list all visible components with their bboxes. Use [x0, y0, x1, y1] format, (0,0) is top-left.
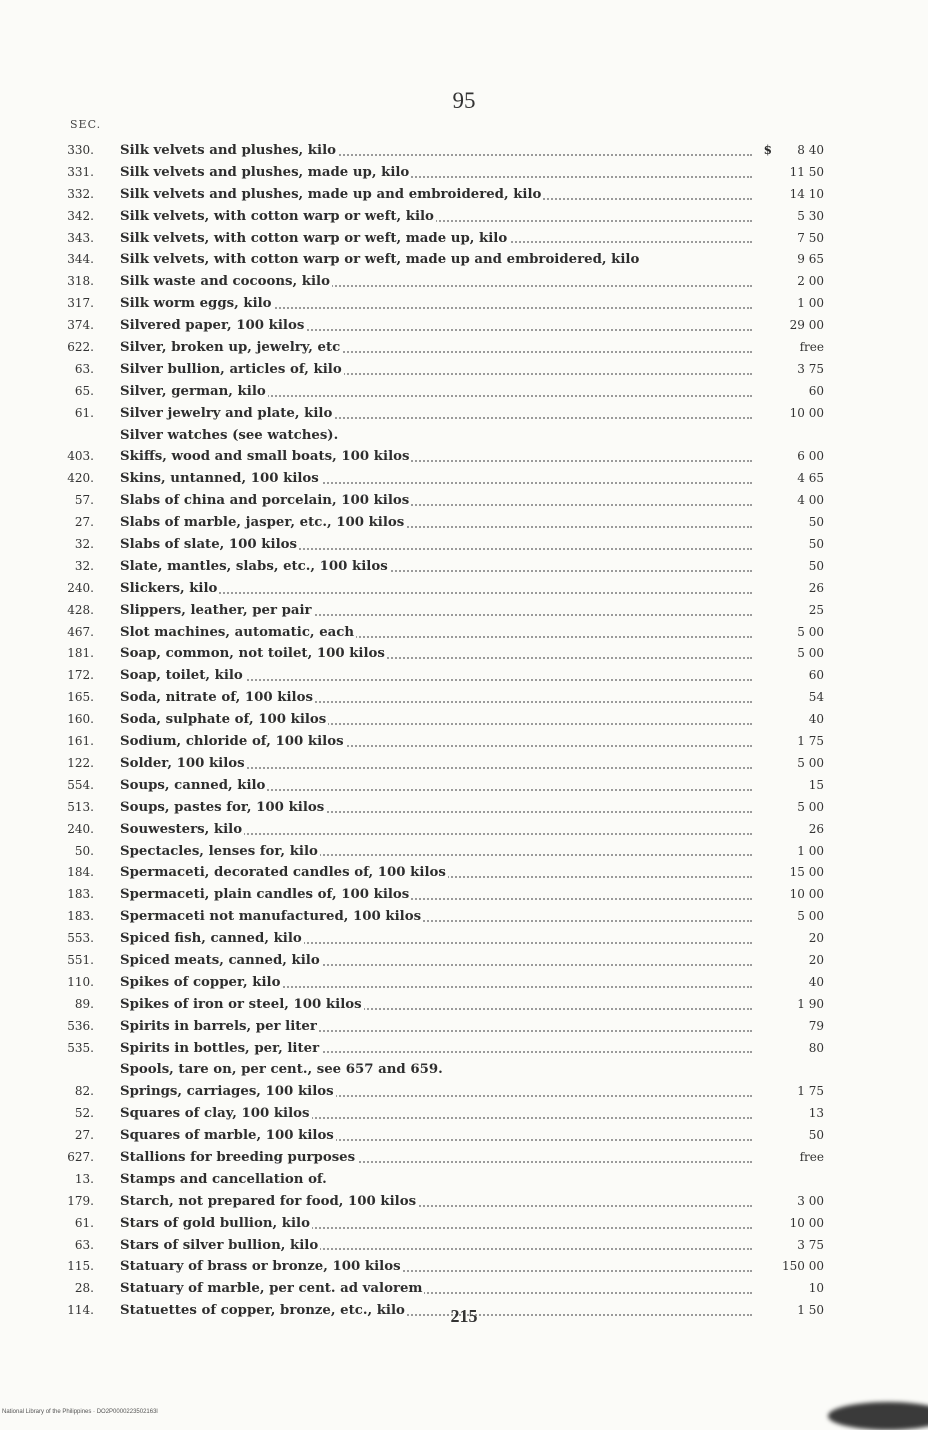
duty-rate: 10 00: [789, 887, 824, 902]
section-number: 114.: [67, 1303, 94, 1318]
item-description-text: Souwesters, kilo: [120, 821, 243, 837]
section-number: 172.: [67, 668, 94, 683]
list-item: [64, 490, 824, 512]
section-number: 420.: [67, 471, 94, 486]
duty-rate: 5 00: [797, 755, 824, 770]
item-description: [120, 600, 752, 622]
section-number: 183.: [67, 887, 94, 902]
list-item: [64, 337, 824, 359]
list-item: [64, 1081, 824, 1103]
list-item: [64, 950, 824, 972]
item-description-text: Silk waste and cocoons, kilo: [120, 274, 330, 290]
item-description-text: Statuary of marble, per cent. ad valorem: [120, 1281, 423, 1297]
item-description: [120, 841, 752, 863]
section-number: 183.: [67, 909, 94, 924]
item-description-text: Stamps and cancellation of.: [120, 1171, 327, 1187]
item-description: [120, 1169, 752, 1191]
item-description-text: Squares of marble, 100 kilos: [120, 1128, 334, 1144]
list-item: [64, 775, 824, 797]
duty-rate: 80: [808, 1040, 824, 1055]
item-description-text: Silver, german, kilo: [120, 383, 266, 399]
section-number: 554.: [67, 777, 94, 792]
duty-rate: 3 75: [797, 1237, 824, 1252]
section-number: 344.: [67, 252, 94, 267]
section-number: 27.: [74, 1128, 94, 1143]
list-item: [64, 906, 824, 928]
page-number-bottom: 215: [450, 1306, 478, 1326]
duty-rate: 3 75: [797, 361, 824, 376]
duty-rate: 14 10: [789, 186, 824, 201]
list-item: [64, 1059, 824, 1081]
section-number: 122.: [67, 755, 94, 770]
item-description: [120, 1059, 752, 1081]
section-number: 240.: [67, 580, 94, 595]
section-number: 63.: [74, 1237, 94, 1252]
item-description-text: Spools, tare on, per cent., see 657 and 659.: [120, 1062, 443, 1078]
duty-rate: 150 00: [782, 1259, 824, 1274]
duty-rate: 26: [808, 821, 824, 836]
item-description: [120, 950, 752, 972]
item-description: [120, 534, 752, 556]
list-item: [64, 665, 824, 687]
duty-rate: 5 00: [797, 624, 824, 639]
section-number: 551.: [67, 952, 94, 967]
item-description-text: Soda, sulphate of, 100 kilos: [120, 712, 327, 728]
list-item: [64, 862, 824, 884]
item-description-text: Spirits in barrels, per liter: [120, 1018, 317, 1034]
item-description: [120, 1278, 752, 1300]
duty-rate: 60: [808, 383, 824, 398]
list-item: [64, 556, 824, 578]
item-description-text: Soups, pastes for, 100 kilos: [120, 799, 325, 815]
duty-rate: 15 00: [789, 865, 824, 880]
item-description-text: Slabs of marble, jasper, etc., 100 kilos: [120, 515, 405, 531]
item-description-text: Silk velvets, with cotton warp or weft, kilo: [120, 208, 434, 224]
item-description-text: Sodium, chloride of, 100 kilos: [120, 734, 344, 750]
section-number: 52.: [74, 1106, 94, 1121]
item-description: [120, 972, 752, 994]
item-description-text: Silk worm eggs, kilo: [120, 296, 272, 312]
item-description-text: Stars of silver bullion, kilo: [120, 1237, 319, 1253]
item-description-text: Slabs of china and porcelain, 100 kilos: [120, 493, 410, 509]
section-number: 13.: [74, 1171, 94, 1186]
list-item: [64, 731, 824, 753]
duty-rate: 1 75: [797, 734, 824, 749]
section-number: 330.: [67, 143, 94, 157]
duty-rate: 50: [808, 537, 824, 552]
item-description: [120, 819, 752, 841]
duty-rate: 9 65: [797, 252, 824, 267]
duty-rate: 50: [808, 1128, 824, 1143]
list-item: [64, 206, 824, 228]
item-description-text: Silver bullion, articles of, kilo: [120, 361, 342, 377]
duty-rate: 13: [808, 1106, 824, 1121]
item-description-text: Statuettes of copper, bronze, etc., kilo: [120, 1303, 405, 1319]
section-number: 89.: [74, 996, 94, 1011]
list-item: [64, 381, 824, 403]
item-description: [120, 359, 752, 381]
section-number: 82.: [74, 1084, 94, 1099]
list-item: [64, 534, 824, 556]
list-item: [64, 468, 824, 490]
item-description-text: Slate, mantles, slabs, etc., 100 kilos: [120, 558, 388, 574]
duty-rate: 1 00: [797, 843, 824, 858]
item-description-text: Slickers, kilo: [120, 580, 218, 596]
item-description: [120, 1213, 752, 1235]
list-item: [64, 512, 824, 534]
duty-rate: 50: [808, 558, 824, 573]
item-description: [120, 906, 752, 928]
item-description: [120, 622, 752, 644]
item-description-text: Silvered paper, 100 kilos: [120, 318, 305, 334]
list-item: [64, 1256, 824, 1278]
duty-rate: 4 65: [797, 471, 824, 486]
item-description: [120, 775, 752, 797]
duty-rate: 79: [808, 1018, 824, 1033]
item-description: [120, 994, 752, 1016]
list-item: [64, 578, 824, 600]
list-item: [64, 184, 824, 206]
list-item: [64, 1213, 824, 1235]
duty-rate: 4 00: [797, 493, 824, 508]
item-description-text: Soap, common, not toilet, 100 kilos: [120, 646, 385, 662]
duty-rate: 50: [808, 515, 824, 530]
item-description-text: Silver watches (see watches).: [120, 427, 339, 443]
item-description: [120, 665, 752, 687]
list-item: [64, 819, 824, 841]
page-number-top: 95: [452, 88, 476, 113]
item-description-text: Spikes of copper, kilo: [120, 974, 281, 990]
list-item: [64, 884, 824, 906]
item-description-text: Spectacles, lenses for, kilo: [120, 843, 318, 859]
section-number: 553.: [67, 931, 94, 946]
item-description: [120, 687, 752, 709]
item-description: [120, 1125, 752, 1147]
section-number: 63.: [74, 361, 94, 376]
item-description-text: Spiced fish, canned, kilo: [120, 931, 302, 947]
list-item: [64, 315, 824, 337]
list-item: [64, 1278, 824, 1300]
list-item: [64, 972, 824, 994]
section-number: 27.: [74, 515, 94, 530]
item-description: [120, 1191, 752, 1213]
scan-footer-credit: National Library of the Philippines · DO2P0000223502163l: [2, 1409, 158, 1415]
item-description: [120, 381, 752, 403]
list-item: [64, 753, 824, 775]
list-item: [64, 709, 824, 731]
duty-rate: 29 00: [789, 318, 824, 333]
duty-rate: 5 00: [797, 799, 824, 814]
list-item: [64, 271, 824, 293]
duty-rate: 40: [808, 712, 824, 727]
list-item: [64, 228, 824, 250]
item-description: [120, 1147, 752, 1169]
duty-rate: 3 00: [797, 1193, 824, 1208]
duty-rate: 20: [808, 952, 824, 967]
list-item: [64, 928, 824, 950]
section-number: 627.: [67, 1149, 94, 1164]
section-number: 161.: [67, 734, 94, 749]
list-item: [64, 1016, 824, 1038]
section-number: 513.: [67, 799, 94, 814]
section-number: 160.: [67, 712, 94, 727]
item-description-text: Slabs of slate, 100 kilos: [120, 537, 297, 553]
item-description: [120, 490, 752, 512]
item-description-text: Stars of gold bullion, kilo: [120, 1215, 310, 1231]
list-item: [64, 140, 824, 162]
section-number: 317.: [67, 296, 94, 311]
item-description: [120, 643, 752, 665]
duty-rate: 8 40: [797, 143, 824, 157]
duty-rate: 15: [808, 777, 824, 792]
item-description: [120, 1103, 752, 1125]
list-item: [64, 797, 824, 819]
list-item: [64, 1169, 824, 1191]
duty-rate: 1 50: [797, 1303, 824, 1318]
item-description: [120, 797, 752, 819]
section-number: 61.: [74, 405, 94, 420]
section-number: 342.: [67, 208, 94, 223]
duty-rate: 1 75: [797, 1084, 824, 1099]
item-description-text: Solder, 100 kilos: [120, 755, 245, 771]
list-item: [64, 1103, 824, 1125]
item-description: [120, 468, 752, 490]
section-number: 110.: [67, 974, 94, 989]
list-item: [64, 359, 824, 381]
item-description: [120, 293, 752, 315]
section-number: 240.: [67, 821, 94, 836]
section-number: 184.: [67, 865, 94, 880]
item-description: [120, 731, 752, 753]
list-item: [64, 687, 824, 709]
duty-rate: 10: [808, 1281, 824, 1296]
item-description: [120, 709, 752, 731]
list-item: [64, 1125, 824, 1147]
duty-rate: 5 00: [797, 646, 824, 661]
item-description-text: Silver, broken up, jewelry, etc: [120, 340, 341, 356]
section-number: 467.: [67, 624, 94, 639]
item-description: [120, 1256, 752, 1278]
list-item: [64, 1235, 824, 1257]
duty-rate: 5 00: [797, 909, 824, 924]
section-number: 179.: [67, 1193, 94, 1208]
duty-rate: 60: [808, 668, 824, 683]
item-description-text: Spermaceti not manufactured, 100 kilos: [120, 909, 422, 925]
section-number: 536.: [67, 1018, 94, 1033]
item-description-text: Silk velvets and plushes, made up, kilo: [120, 164, 410, 180]
item-description-text: Squares of clay, 100 kilos: [120, 1106, 310, 1122]
item-description: [120, 403, 752, 425]
section-number: 535.: [67, 1040, 94, 1055]
section-number: 115.: [67, 1259, 94, 1274]
list-item: [64, 622, 824, 644]
duty-rate: 54: [808, 690, 824, 705]
item-description-text: Spikes of iron or steel, 100 kilos: [120, 996, 362, 1012]
item-description-text: Skiffs, wood and small boats, 100 kilos: [120, 449, 410, 465]
duty-rate: 5 30: [797, 208, 824, 223]
section-number: 57.: [74, 493, 94, 508]
item-description-text: Spirits in bottles, per, liter: [120, 1040, 320, 1056]
item-description: [120, 884, 752, 906]
item-description: [120, 928, 752, 950]
duty-rate: 10 00: [789, 1215, 824, 1230]
item-description-text: Silver jewelry and plate, kilo: [120, 405, 333, 421]
section-number: 32.: [74, 537, 94, 552]
duty-rate: 11 50: [789, 164, 824, 179]
duty-rate: free: [799, 1149, 824, 1164]
duty-rate: 1 00: [797, 296, 824, 311]
list-item: [64, 841, 824, 863]
list-item: [64, 446, 824, 468]
list-item: [64, 994, 824, 1016]
item-description-text: Skins, untanned, 100 kilos: [120, 471, 319, 487]
list-item: [64, 249, 824, 271]
section-number: 428.: [67, 602, 94, 617]
item-description: [120, 446, 752, 468]
item-description: [120, 1235, 752, 1257]
list-item: [64, 1191, 824, 1213]
corner-smudge: [828, 1402, 928, 1430]
item-description-text: Silk velvets, with cotton warp or weft, made up and embroidered, kilo: [120, 252, 640, 268]
duty-rate: 6 00: [797, 449, 824, 464]
duty-rate: 2 00: [797, 274, 824, 289]
duty-rate: 10 00: [789, 405, 824, 420]
item-description: [120, 228, 752, 250]
item-description-text: Spermaceti, plain candles of, 100 kilos: [120, 887, 410, 903]
item-description: [120, 337, 752, 359]
item-description: [120, 271, 752, 293]
sec-column-heading: SEC.: [70, 118, 102, 131]
list-item: [64, 403, 824, 425]
tariff-entry-list: [64, 140, 824, 1322]
item-description-text: Silk velvets and plushes, made up and embroidered, kilo: [120, 186, 542, 202]
section-number: 32.: [74, 558, 94, 573]
section-number: 331.: [67, 164, 94, 179]
duty-rate: 1 90: [797, 996, 824, 1011]
list-item: [64, 162, 824, 184]
item-description: [120, 753, 752, 775]
item-description-text: Statuary of brass or bronze, 100 kilos: [120, 1259, 401, 1275]
item-description: [120, 578, 752, 600]
item-description: [120, 249, 752, 271]
item-description: [120, 1016, 752, 1038]
list-item: [64, 643, 824, 665]
item-description-text: Slippers, leather, per pair: [120, 602, 312, 618]
section-number: 403.: [67, 449, 94, 464]
section-number: 318.: [67, 274, 94, 289]
item-description: [120, 162, 752, 184]
duty-rate: 40: [808, 974, 824, 989]
section-number: 332.: [67, 186, 94, 201]
list-item: [64, 600, 824, 622]
item-description-text: Soups, canned, kilo: [120, 777, 266, 793]
item-description: [120, 184, 752, 206]
duty-rate: 26: [808, 580, 824, 595]
item-description-text: Soda, nitrate of, 100 kilos: [120, 690, 313, 706]
section-number: 374.: [67, 318, 94, 333]
item-description: [120, 512, 752, 534]
item-description: [120, 556, 752, 578]
list-item: [64, 1147, 824, 1169]
item-description: [120, 1081, 752, 1103]
item-description-text: Silk velvets, with cotton warp or weft, made up, kilo: [120, 230, 508, 246]
item-description: [120, 425, 752, 447]
section-number: 61.: [74, 1215, 94, 1230]
section-number: 50.: [74, 843, 94, 858]
item-description-text: Stallions for breeding purposes: [120, 1149, 356, 1165]
item-description-text: Soap, toilet, kilo: [120, 668, 243, 684]
item-description: [120, 315, 752, 337]
item-description: [120, 206, 752, 228]
section-number: 343.: [67, 230, 94, 245]
duty-rate: 7 50: [797, 230, 824, 245]
duty-rate: 25: [808, 602, 824, 617]
item-description-text: Starch, not prepared for food, 100 kilos: [120, 1193, 417, 1209]
currency-symbol: $: [763, 143, 772, 157]
section-number: 181.: [67, 646, 94, 661]
list-item: [64, 293, 824, 315]
list-item: [64, 425, 824, 447]
item-description: [120, 140, 752, 162]
item-description-text: Spermaceti, decorated candles of, 100 kilos: [120, 865, 446, 881]
item-description-text: Silk velvets and plushes, kilo: [120, 143, 336, 158]
item-description: [120, 1038, 752, 1060]
section-number: 165.: [67, 690, 94, 705]
item-description-text: Slot machines, automatic, each: [120, 624, 355, 640]
section-number: 622.: [67, 340, 94, 355]
duty-rate: free: [799, 340, 824, 355]
section-number: 28.: [74, 1281, 94, 1296]
section-number: 65.: [74, 383, 94, 398]
list-item: [64, 1038, 824, 1060]
item-description-text: Spiced meats, canned, kilo: [120, 952, 320, 968]
item-description: [120, 862, 752, 884]
item-description-text: Springs, carriages, 100 kilos: [120, 1084, 334, 1100]
duty-rate: 20: [808, 931, 824, 946]
